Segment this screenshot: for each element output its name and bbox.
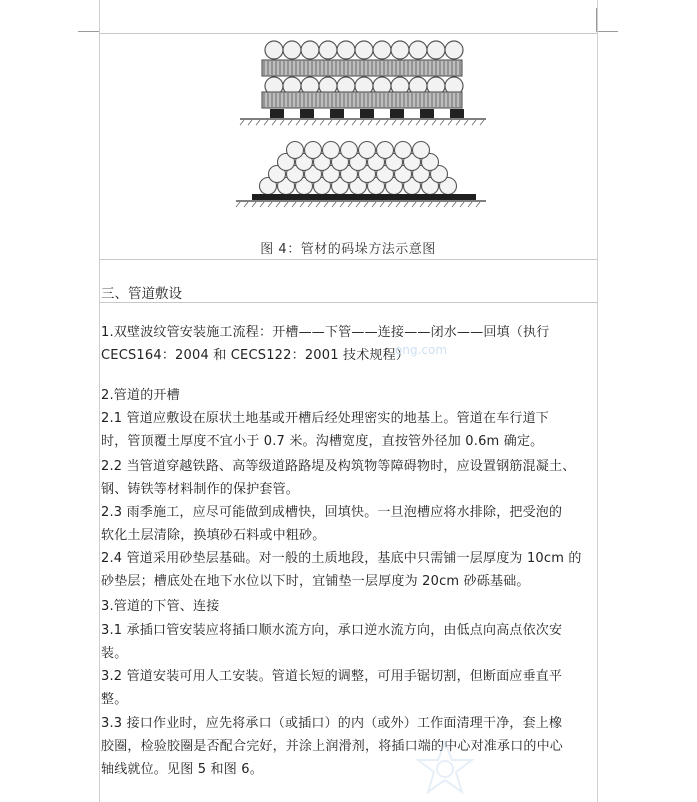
- ground-hatch: [360, 120, 364, 125]
- ground-hatch: [288, 120, 292, 125]
- ground-hatch: [268, 202, 272, 207]
- pipe-end-circle: [319, 41, 337, 59]
- text-line: 3.1 承插口管安装应将插口顺水流方向，承口逆水流方向，由低点向高点依次安: [101, 623, 563, 638]
- ground-hatch: [368, 120, 372, 125]
- ground-hatch: [344, 120, 348, 125]
- pipe-stacking-figure: [230, 34, 490, 214]
- pipe-end-circle: [301, 41, 319, 59]
- paragraph-1: [101, 321, 597, 367]
- ground-hatch: [348, 202, 352, 207]
- ground-hatch: [420, 202, 424, 207]
- ground-hatch: [252, 202, 256, 207]
- text-line: 3.2 管道安装可用人工安装。管道长短的调整，可用手锯切割，但断面应垂直平: [101, 669, 563, 684]
- ground-hatch: [384, 120, 388, 125]
- pipe-end-circle: [427, 41, 445, 59]
- stacked-pipe-circle: [287, 142, 304, 159]
- ground-hatch: [416, 120, 420, 125]
- ground-hatch: [292, 202, 296, 207]
- pipe-end-circle: [373, 41, 391, 59]
- text-line: 胶圈，检验胶圈是否配合完好，并涂上润滑剂，将插口端的中心对准承口的中心: [101, 739, 564, 754]
- ground-hatch: [436, 202, 440, 207]
- text-line: 整。: [101, 692, 128, 707]
- ground-hatch: [424, 120, 428, 125]
- ground-hatch: [376, 120, 380, 125]
- stacked-pipe-circle: [305, 142, 322, 159]
- ground-hatch: [324, 202, 328, 207]
- text-line: 2.2 当管道穿越铁路、高等级道路路堤及构筑物等障碍物时，应设置钢筋混凝土、: [101, 459, 576, 474]
- text-line: 软化土层清除，换填砂石料或中粗砂。: [101, 528, 326, 543]
- ground-hatch: [404, 202, 408, 207]
- pipe-end-circle: [445, 41, 463, 59]
- text-line: 1.双壁波纹管安装施工流程：开槽——下管——连接——闭水——回填（执行: [101, 325, 550, 340]
- ground-hatch: [452, 202, 456, 207]
- timber-block: [270, 109, 284, 118]
- timber-block: [360, 109, 374, 118]
- timber-block: [390, 109, 404, 118]
- ground-hatch: [304, 120, 308, 125]
- ground-hatch: [440, 120, 444, 125]
- ground-hatch: [248, 120, 252, 125]
- stacked-pipe-circle: [323, 142, 340, 159]
- text-line: 钢、铸铁等材料制作的保护套管。: [101, 482, 300, 497]
- pipe-end-circle: [391, 41, 409, 59]
- text-line: 2.管道的开槽: [101, 388, 180, 403]
- ground-hatch: [364, 202, 368, 207]
- ground-hatch: [388, 202, 392, 207]
- ground-hatch: [412, 202, 416, 207]
- pipe-end-circle: [337, 41, 355, 59]
- stacked-pipe-circle: [341, 142, 358, 159]
- stacked-pipe-circle: [395, 142, 412, 159]
- ground-hatch: [340, 202, 344, 207]
- text-line: 3.3 接口作业时，应先将承口（或插口）的内（或外）工作面清理干净，套上橡: [101, 716, 563, 731]
- ground-hatch: [464, 120, 468, 125]
- ground-hatch: [444, 202, 448, 207]
- ground-hatch: [244, 202, 248, 207]
- ground-hatch: [400, 120, 404, 125]
- paragraph-9: [101, 665, 597, 711]
- text-line: 2.1 管道应敷设在原状土地基或开槽后经处理密实的地基上。管道在车行道下: [101, 411, 550, 426]
- pipe-end-circle: [409, 41, 427, 59]
- ground-hatch: [328, 120, 332, 125]
- ground-hatch: [336, 120, 340, 125]
- ground-hatch: [352, 120, 356, 125]
- ground-hatch: [428, 202, 432, 207]
- text-line: 2.3 雨季施工，应尽可能做到成槽快，回填快。一旦泡槽应将水排除，把受泡的: [101, 505, 563, 520]
- ground-hatch: [272, 120, 276, 125]
- ground-hatch: [456, 120, 460, 125]
- pipe-end-circle: [283, 41, 301, 59]
- paragraph-5: [101, 501, 597, 547]
- text-line: 时，管顶覆土厚度不宜小于 0.7 米。沟槽宽度，直按管外径加 0.6m 确定。: [101, 434, 544, 449]
- ground-hatch: [236, 202, 240, 207]
- ground-hatch: [312, 120, 316, 125]
- paragraph-8: [101, 619, 597, 665]
- watermark-text: ong.com: [395, 343, 448, 357]
- ground-hatch: [316, 202, 320, 207]
- ground-hatch: [476, 202, 480, 207]
- table-rule-caption: [99, 259, 597, 260]
- pipe-end-circle: [265, 41, 283, 59]
- stacked-pipe-circle: [413, 142, 430, 159]
- timber-block: [330, 109, 344, 118]
- ground-hatch: [296, 120, 300, 125]
- crop-mark-top-left-horizontal: [78, 31, 100, 32]
- paragraph-4: [101, 455, 597, 501]
- ground-hatch: [308, 202, 312, 207]
- stacked-pipe-circle: [377, 142, 394, 159]
- text-line: CECS164：2004 和 CECS122：2001 技术规程）: [101, 348, 410, 363]
- text-line: 砂垫层；槽底处在地下水位以下时，宜铺垫一层厚度为 20cm 砂砾基础。: [101, 574, 530, 589]
- ground-hatch: [356, 202, 360, 207]
- ground-hatch: [408, 120, 412, 125]
- stacked-pipe-circle: [359, 142, 376, 159]
- paragraph-7: [101, 595, 597, 618]
- ground-hatch: [284, 202, 288, 207]
- ground-hatch: [276, 202, 280, 207]
- section-heading: 三、管道敷设: [101, 286, 182, 302]
- ground-hatch: [320, 120, 324, 125]
- ground-hatch: [300, 202, 304, 207]
- ground-hatch: [260, 202, 264, 207]
- ground-hatch: [332, 202, 336, 207]
- crop-mark-top-right-horizontal: [596, 31, 618, 32]
- paragraph-2: [101, 384, 597, 407]
- ground-hatch: [264, 120, 268, 125]
- ground-hatch: [256, 120, 260, 125]
- text-line: 装。: [101, 646, 128, 661]
- figure-caption: 图 4：管材的码垛方法示意图: [260, 242, 436, 257]
- text-line: 轴线就位。见图 5 和图 6。: [101, 762, 263, 777]
- timber-block: [300, 109, 314, 118]
- timber-base: [252, 194, 476, 200]
- ground-hatch: [460, 202, 464, 207]
- table-rule-heading: [99, 302, 597, 303]
- ground-hatch: [472, 120, 476, 125]
- ground-hatch: [372, 202, 376, 207]
- ground-hatch: [392, 120, 396, 125]
- ground-hatch: [468, 202, 472, 207]
- ground-hatch: [480, 120, 484, 125]
- ground-hatch: [380, 202, 384, 207]
- text-line: 3.管道的下管、连接: [101, 599, 220, 614]
- pipe-end-circle: [355, 41, 373, 59]
- ground-hatch: [448, 120, 452, 125]
- watermark-logo-icon: [412, 738, 478, 798]
- ground-hatch: [280, 120, 284, 125]
- paragraph-10: [101, 712, 597, 781]
- ground-hatch: [432, 120, 436, 125]
- timber-block: [450, 109, 464, 118]
- paragraph-3: [101, 407, 597, 453]
- text-line: 2.4 管道采用砂垫层基础。对一般的土质地段，基底中只需铺一层厚度为 10cm 的: [101, 551, 582, 566]
- timber-block: [420, 109, 434, 118]
- ground-hatch: [396, 202, 400, 207]
- ground-hatch: [240, 120, 244, 125]
- paragraph-6: [101, 547, 597, 593]
